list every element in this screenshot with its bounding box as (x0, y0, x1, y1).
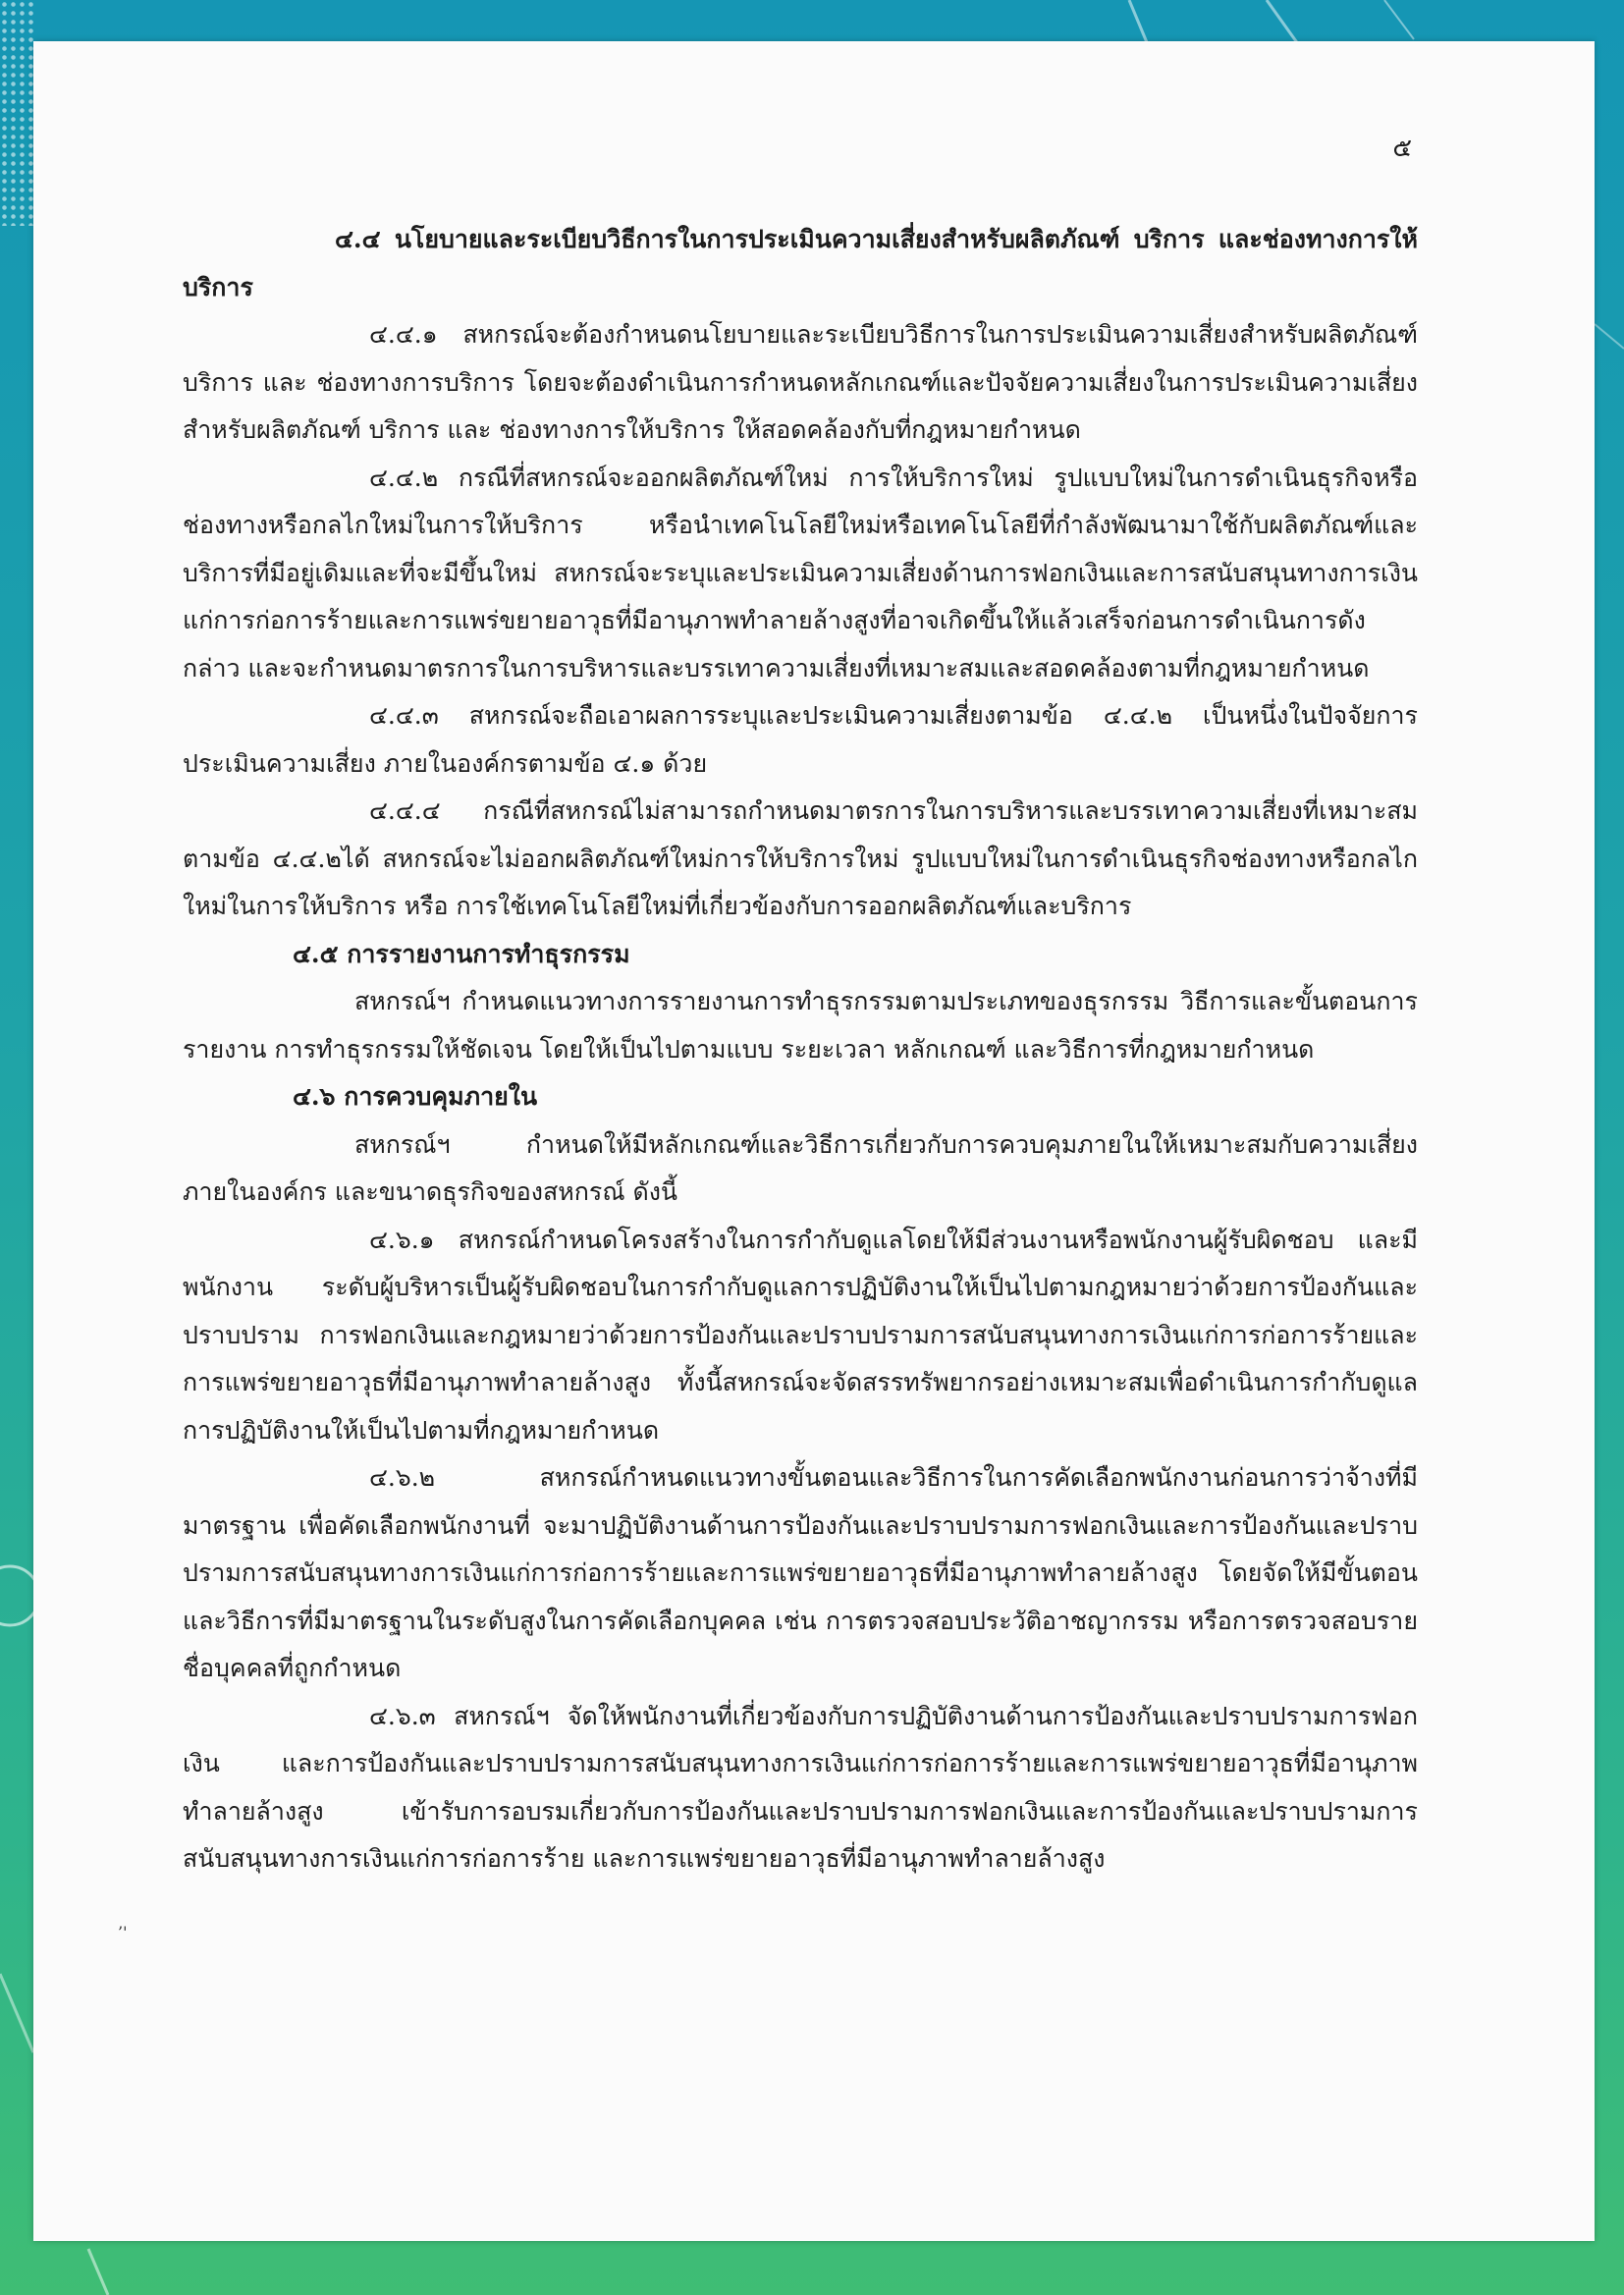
paragraph-4-4-1: ๔.๔.๑ สหกรณ์จะต้องกำหนดนโยบายและระเบียบวิธีการในการประเมินความเสี่ยงสำหรับผลิตภัณฑ์ บริการ และ ช่องทางการบริการ โดยจะต้องดำเนินการกำหนดหลักเกณฑ์และปัจจัยความเสี่ยงในการประเมินความเสี่ยงสำหรับผลิตภัณฑ์ บริการ และ ช่องทางการให้บริการ ให้สอดคล้องกับที่กฎหมายกำหนด (183, 320, 1418, 444)
page-number: ๕ (1392, 134, 1412, 163)
margin-mark: ’' (118, 1923, 128, 1941)
paragraph-4-6-1: ๔.๖.๑ สหกรณ์กำหนดโครงสร้างในการกำกับดูแลโดยให้มีส่วนงานหรือพนักงานผู้รับผิดชอบ และมีพนักงาน ระดับผู้บริหารเป็นผู้รับผิดชอบในการกำกับดูแลการปฏิบัติงานให้เป็นไปตามกฎหมายว่าด้วยการป้องกันและปราบปราม การฟอกเงินและกฎหมายว่าด้วยการป้องกันและปราบปรามการสนับสนุนทางการเงินแก่การก่อการร้ายและการแพร่ขยายอาวุธที่มีอานุภาพทำลายล้างสูง ทั้งนี้สหกรณ์จะจัดสรรทรัพยากรอย่างเหมาะสมเพื่อดำเนินการกำกับดูแลการปฏิบัติงานให้เป็นไปตามที่กฎหมายกำหนด (183, 1225, 1418, 1445)
paragraph-4-4-2: ๔.๔.๒ กรณีที่สหกรณ์จะออกผลิตภัณฑ์ใหม่ การให้บริการใหม่ รูปแบบใหม่ในการดำเนินธุรกิจหรือช่องทางหรือกลไกใหม่ในการให้บริการ หรือนำเทคโนโลยีใหม่หรือเทคโนโลยีที่กำลังพัฒนามาใช้กับผลิตภัณฑ์และบริการที่มีอยู่เดิมและที่จะมีขึ้นใหม่ สหกรณ์จะระบุและประเมินความเสี่ยงด้านการฟอกเงินและการสนับสนุนทางการเงินแก่การก่อการร้ายและการแพร่ขยายอาวุธที่มีอานุภาพทำลายล้างสูงที่อาจเกิดขึ้นให้แล้วเสร็จก่อนการดำเนินการดังกล่าว และจะกำหนดมาตรการในการบริหารและบรรเทาความเสี่ยงที่เหมาะสมและสอดคล้องตามที่กฎหมายกำหนด (183, 463, 1418, 683)
section-4-6-heading: ๔.๖ การควบคุมภายใน (293, 1082, 538, 1111)
section-4-4-heading: ๔.๔ นโยบายและระเบียบวิธีการในการประเมินความเสี่ยงสำหรับผลิตภัณฑ์ บริการ และช่องทางการให้บริการ (183, 225, 1418, 301)
paragraph-4-6-3: ๔.๖.๓ สหกรณ์ฯ จัดให้พนักงานที่เกี่ยวข้องกับการปฏิบัติงานด้านการป้องกันและปราบปรามการฟอกเงิน และการป้องกันและปราบปรามการสนับสนุนทางการเงินแก่การก่อการร้ายและการแพร่ขยายอาวุธที่มีอานุภาพทำลายล้างสูง เข้ารับการอบรมเกี่ยวกับการป้องกันและปราบปรามการฟอกเงินและการป้องกันและปราบปรามการสนับสนุนทางการเงินแก่การก่อการร้าย และการแพร่ขยายอาวุธที่มีอานุภาพทำลายล้างสูง (183, 1701, 1418, 1873)
paragraph-4-4-3: ๔.๔.๓ สหกรณ์จะถือเอาผลการระบุและประเมินความเสี่ยงตามข้อ ๔.๔.๒ เป็นหนึ่งในปัจจัยการประเมินความเสี่ยง ภายในองค์กรตามข้อ ๔.๑ ด้วย (183, 701, 1418, 778)
paragraph-4-5: สหกรณ์ฯ กำหนดแนวทางการรายงานการทำธุรกรรมตามประเภทของธุรกรรม วิธีการและขั้นตอนการรายงาน การทำธุรกรรมให้ชัดเจน โดยให้เป็นไปตามแบบ ระยะเวลา หลักเกณฑ์ และวิธีการที่กฎหมายกำหนด (183, 987, 1418, 1064)
document-body (183, 216, 1418, 1884)
paragraph-4-6-2: ๔.๖.๒ สหกรณ์กำหนดแนวทางขั้นตอนและวิธีการในการคัดเลือกพนักงานก่อนการว่าจ้างที่มีมาตรฐาน เพื่อคัดเลือกพนักงานที่ จะมาปฏิบัติงานด้านการป้องกันและปราบปรามการฟอกเงินและการป้องกันและปราบปรามการสนับสนุนทางการเงินแก่การก่อการร้ายและการแพร่ขยายอาวุธที่มีอานุภาพทำลายล้างสูง โดยจัดให้มีขั้นตอนและวิธีการที่มีมาตรฐานในระดับสูงในการคัดเลือกบุคคล เช่น การตรวจสอบประวัติอาชญากรรม หรือการตรวจสอบรายชื่อบุคคลที่ถูกกำหนด (183, 1463, 1418, 1682)
paragraph-4-4-4: ๔.๔.๔ กรณีที่สหกรณ์ไม่สามารถกำหนดมาตรการในการบริหารและบรรเทาความเสี่ยงที่เหมาะสมตามข้อ ๔.๔.๒ได้ สหกรณ์จะไม่ออกผลิตภัณฑ์ใหม่การให้บริการใหม่ รูปแบบใหม่ในการดำเนินธุรกิจช่องทางหรือกลไกใหม่ในการให้บริการ หรือ การใช้เทคโนโลยีใหม่ที่เกี่ยวข้องกับการออกผลิตภัณฑ์และบริการ (183, 796, 1418, 920)
section-4-5-heading: ๔.๕ การรายงานการทำธุรกรรม (293, 939, 630, 968)
paragraph-4-6-intro: สหกรณ์ฯ กำหนดให้มีหลักเกณฑ์และวิธีการเกี่ยวกับการควบคุมภายในให้เหมาะสมกับความเสี่ยงภายในองค์กร และขนาดธุรกิจของสหกรณ์ ดังนี้ (183, 1129, 1418, 1206)
